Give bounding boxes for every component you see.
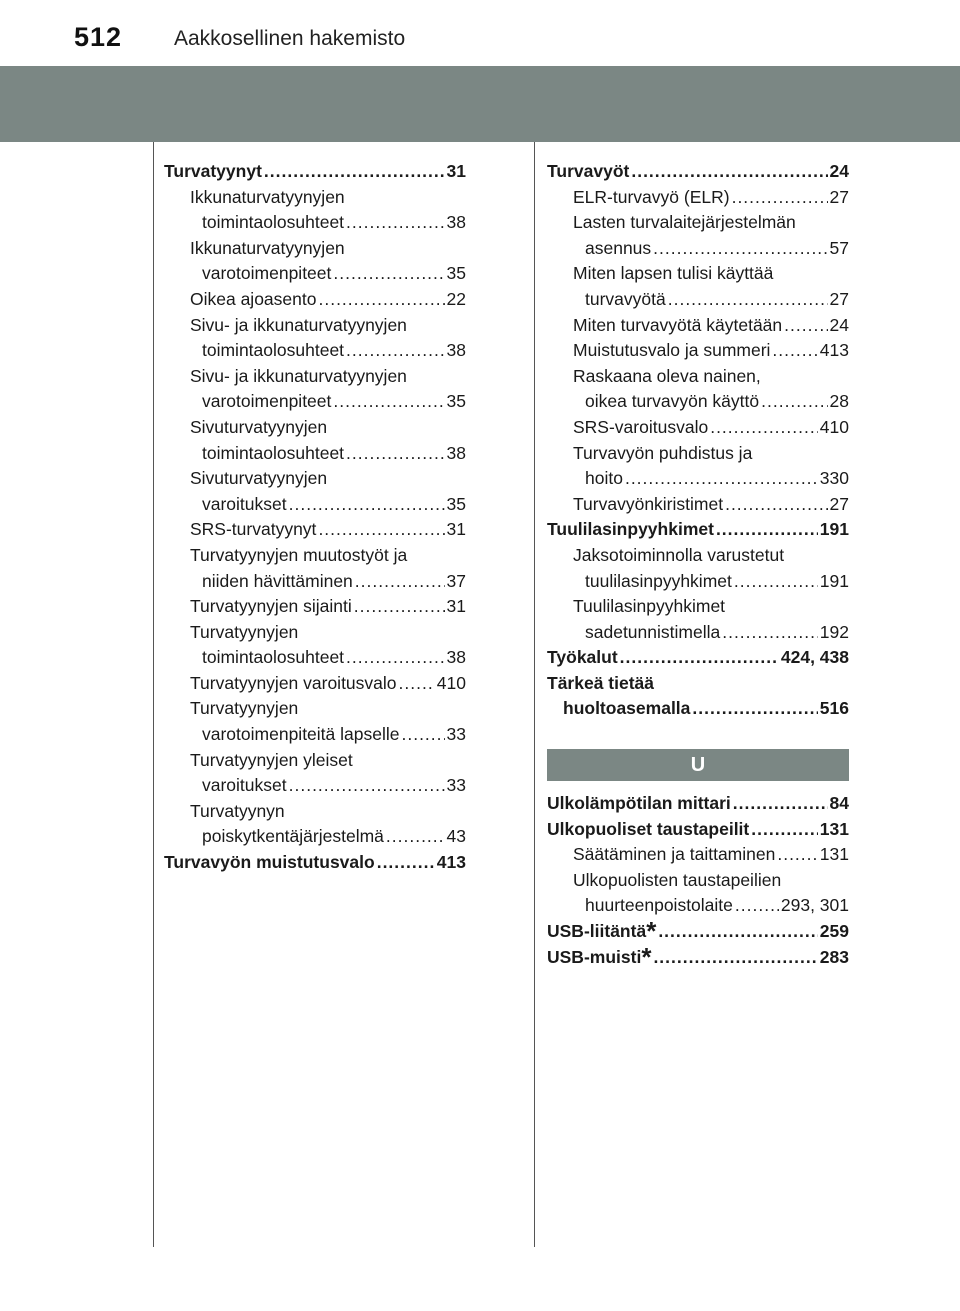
index-subentry bbox=[547, 893, 849, 919]
entry-term: huoltoasemalla bbox=[563, 698, 691, 719]
dot-leader bbox=[377, 850, 435, 876]
entry-term: Turvatyynyjen yleiset bbox=[190, 749, 353, 770]
page-reference[interactable]: 192 bbox=[819, 621, 849, 642]
dot-leader bbox=[735, 893, 779, 919]
index-subentry bbox=[164, 185, 466, 211]
entry-term: asennus bbox=[585, 237, 652, 258]
index-subentry bbox=[547, 594, 849, 620]
index-subentry bbox=[164, 569, 466, 595]
dot-leader bbox=[751, 817, 818, 843]
page-reference[interactable]: 27 bbox=[829, 288, 849, 309]
entry-term: turvavyötä bbox=[585, 288, 666, 309]
page-reference[interactable]: 84 bbox=[829, 793, 849, 814]
entry-term: ELR-turvavyö (ELR) bbox=[573, 186, 730, 207]
dot-leader bbox=[346, 338, 444, 364]
page-reference[interactable]: 330 bbox=[819, 468, 849, 489]
page-reference[interactable]: 27 bbox=[829, 493, 849, 514]
page-reference[interactable]: 293, 301 bbox=[780, 895, 849, 916]
entry-term: varotoimenpiteet bbox=[202, 391, 332, 412]
index-entry bbox=[164, 159, 466, 185]
index-subentry bbox=[164, 799, 466, 825]
page-reference[interactable]: 35 bbox=[446, 263, 466, 284]
index-subentry bbox=[164, 492, 466, 518]
entry-term: Turvatyynyjen bbox=[190, 698, 299, 719]
page-reference[interactable]: 413 bbox=[436, 852, 466, 873]
page-reference[interactable]: 37 bbox=[446, 570, 466, 591]
page-reference[interactable]: 38 bbox=[446, 340, 466, 361]
dot-leader bbox=[318, 517, 444, 543]
index-subentry bbox=[164, 415, 466, 441]
page-reference[interactable]: 38 bbox=[446, 212, 466, 233]
header-band bbox=[0, 66, 960, 142]
index-subentry bbox=[164, 594, 466, 620]
index-subentry bbox=[547, 236, 849, 262]
index-subentry bbox=[547, 543, 849, 569]
index-subentry bbox=[547, 185, 849, 211]
page-reference[interactable]: 38 bbox=[446, 647, 466, 668]
page-reference[interactable]: 131 bbox=[819, 818, 849, 839]
index-subentry bbox=[547, 868, 849, 894]
entry-term: Muistutusvalo ja summeri bbox=[573, 340, 771, 361]
dot-leader bbox=[668, 287, 828, 313]
page-header bbox=[0, 0, 960, 142]
page-reference[interactable]: 27 bbox=[829, 186, 849, 207]
dot-leader bbox=[761, 389, 827, 415]
index-entry bbox=[164, 850, 466, 876]
entry-term: Tärkeä tietää bbox=[547, 672, 655, 693]
index-entry: USB-liitäntä * ..... 259 bbox=[547, 919, 849, 945]
entry-term: SRS-varoitusvalo bbox=[573, 416, 709, 437]
entry-term: Ulkopuolisten taustapeilien bbox=[573, 869, 782, 890]
index-entry bbox=[547, 645, 849, 671]
page-reference[interactable]: 424, 438 bbox=[780, 647, 849, 668]
dot-leader bbox=[710, 415, 818, 441]
page-reference[interactable]: 191 bbox=[819, 570, 849, 591]
dot-leader bbox=[318, 287, 444, 313]
entry-term: Säätäminen ja taittaminen bbox=[573, 844, 776, 865]
index-subentry bbox=[547, 389, 849, 415]
index-subentry bbox=[164, 441, 466, 467]
entry-term: Ulkopuoliset taustapeilit bbox=[547, 818, 750, 839]
entry-term: USB-liitäntä bbox=[547, 921, 647, 942]
index-subentry bbox=[547, 842, 849, 868]
dot-leader bbox=[333, 261, 444, 287]
index-entry: USB-muisti * ..... 283 bbox=[547, 945, 849, 971]
entry-term: Turvatyynyt bbox=[164, 161, 262, 181]
entry-term: Työkalut bbox=[547, 647, 618, 668]
entry-term: Sivuturvatyynyjen bbox=[190, 416, 328, 437]
dot-leader bbox=[733, 791, 828, 817]
entry-term: Turvatyynyjen varoitusvalo bbox=[190, 672, 397, 693]
index-subentry bbox=[547, 287, 849, 313]
index-subentry bbox=[164, 236, 466, 262]
entry-term: hoito bbox=[585, 468, 623, 489]
entry-term: sadetunnistimella bbox=[585, 621, 721, 642]
entry-term: Lasten turvalaitejärjestelmän bbox=[573, 212, 796, 233]
entry-term: Turvavyönkiristimet bbox=[573, 493, 724, 514]
index-subentry bbox=[164, 620, 466, 646]
page-reference[interactable]: 31 bbox=[446, 596, 466, 617]
entry-term: niiden hävittäminen bbox=[202, 570, 353, 591]
page-reference[interactable]: 191 bbox=[819, 519, 849, 540]
column-divider-middle bbox=[534, 142, 535, 1247]
entry-term: varotoimenpiteitä lapselle bbox=[202, 724, 400, 745]
entry-term: USB-muisti bbox=[547, 946, 642, 967]
index-subentry bbox=[164, 338, 466, 364]
entry-term: Sivu- ja ikkunaturvatyynyjen bbox=[190, 314, 407, 335]
index-subentry bbox=[164, 696, 466, 722]
entry-term: Sivuturvatyynyjen bbox=[190, 468, 328, 489]
index-subentry bbox=[164, 517, 466, 543]
entry-term: Raskaana oleva nainen, bbox=[573, 365, 761, 386]
index-subentry bbox=[164, 824, 466, 850]
dot-leader bbox=[716, 517, 818, 543]
page-reference[interactable]: 35 bbox=[446, 493, 466, 514]
entry-term: SRS-turvatyynyt bbox=[190, 519, 317, 540]
entry-term: Turvatyynyn bbox=[190, 800, 285, 821]
page-reference[interactable]: 24 bbox=[829, 314, 849, 335]
index-subentry bbox=[547, 441, 849, 467]
dot-leader bbox=[732, 185, 828, 211]
entry-term: toimintaolosuhteet bbox=[202, 647, 345, 668]
index-subentry bbox=[164, 261, 466, 287]
entry-term: Miten turvavyötä käytetään bbox=[573, 314, 783, 335]
index-subentry bbox=[164, 389, 466, 415]
entry-term: varoitukset bbox=[202, 493, 287, 514]
entry-term: toimintaolosuhteet bbox=[202, 212, 345, 233]
dot-leader bbox=[355, 569, 445, 595]
index-subentry bbox=[164, 722, 466, 748]
entry-term: Tuulilasinpyyhkimet bbox=[573, 596, 726, 617]
index-entry bbox=[547, 791, 849, 817]
page-reference[interactable]: 31 bbox=[446, 519, 466, 540]
index-subentry bbox=[164, 543, 466, 569]
index-subentry bbox=[547, 696, 849, 722]
index-entry bbox=[547, 817, 849, 843]
dot-leader bbox=[399, 671, 435, 697]
dot-leader bbox=[653, 945, 817, 971]
dot-leader bbox=[620, 645, 779, 671]
index-subentry bbox=[164, 313, 466, 339]
entry-term: Oikea ajoasento bbox=[190, 288, 317, 309]
index-subentry bbox=[547, 261, 849, 287]
page-reference[interactable]: 33 bbox=[446, 775, 466, 796]
dot-leader bbox=[772, 338, 817, 364]
entry-term: Sivu- ja ikkunaturvatyynyjen bbox=[190, 365, 407, 386]
page-reference[interactable]: 33 bbox=[446, 724, 466, 745]
index-subentry bbox=[547, 671, 849, 697]
dot-leader bbox=[289, 492, 445, 518]
entry-term: Jaksotoiminnolla varustetut bbox=[573, 544, 785, 565]
index-column-right bbox=[547, 159, 849, 970]
index-subentry bbox=[164, 645, 466, 671]
dot-leader bbox=[692, 696, 817, 722]
index-subentry bbox=[547, 313, 849, 339]
index-column-left bbox=[164, 159, 466, 876]
dot-leader bbox=[725, 492, 827, 518]
entry-term: Tuulilasinpyyhkimet bbox=[547, 519, 714, 540]
dot-leader bbox=[346, 441, 444, 467]
index-subentry bbox=[164, 773, 466, 799]
dot-leader bbox=[631, 159, 827, 185]
page-reference[interactable]: 413 bbox=[819, 340, 849, 361]
page-reference[interactable]: 516 bbox=[819, 698, 849, 719]
index-subentry bbox=[164, 671, 466, 697]
page-reference[interactable]: 38 bbox=[446, 442, 466, 463]
index-subentry bbox=[547, 492, 849, 518]
page-reference[interactable]: 43 bbox=[446, 826, 466, 847]
entry-term: varoitukset bbox=[202, 775, 287, 796]
dot-leader bbox=[722, 620, 818, 646]
entry-term: Turvavyön muistutusvalo bbox=[164, 852, 375, 873]
page-reference[interactable]: 24 bbox=[829, 161, 849, 181]
index-subentry bbox=[547, 415, 849, 441]
index-subentry bbox=[164, 287, 466, 313]
entry-term: tuulilasinpyyhkimet bbox=[585, 570, 732, 591]
entry-term: Turvatyynyjen muutostyöt ja bbox=[190, 544, 408, 565]
entry-term: Ikkunaturvatyynyjen bbox=[190, 186, 345, 207]
page-reference[interactable]: 31 bbox=[446, 161, 466, 181]
index-subentry bbox=[547, 620, 849, 646]
index-subentry bbox=[164, 364, 466, 390]
index-entry bbox=[547, 159, 849, 185]
dot-leader bbox=[658, 919, 817, 945]
page-reference[interactable]: 410 bbox=[819, 416, 849, 437]
index-entry bbox=[547, 517, 849, 543]
entry-term: Ikkunaturvatyynyjen bbox=[190, 237, 345, 258]
entry-term: Ulkolämpötilan mittari bbox=[547, 793, 731, 814]
dot-leader bbox=[346, 210, 444, 236]
entry-term: Turvavyöt bbox=[547, 161, 630, 181]
index-subentry bbox=[164, 748, 466, 774]
dot-leader bbox=[333, 389, 444, 415]
entry-term: toimintaolosuhteet bbox=[202, 340, 345, 361]
entry-term: toimintaolosuhteet bbox=[202, 442, 345, 463]
dot-leader bbox=[653, 236, 827, 262]
page-reference[interactable]: 28 bbox=[829, 391, 849, 412]
page-reference[interactable]: 410 bbox=[436, 672, 466, 693]
entry-term: Turvavyön puhdistus ja bbox=[573, 442, 753, 463]
index-subentry bbox=[547, 466, 849, 492]
index-subentry bbox=[547, 210, 849, 236]
dot-leader bbox=[289, 773, 445, 799]
page-title: Aakkosellinen hakemisto bbox=[174, 27, 406, 50]
page-reference[interactable]: 131 bbox=[819, 844, 849, 865]
entry-term: Miten lapsen tulisi käyttää bbox=[573, 263, 774, 284]
index-subentry bbox=[547, 338, 849, 364]
dot-leader bbox=[784, 313, 827, 339]
entry-term: poiskytkentäjärjestelmä bbox=[202, 826, 384, 847]
column-divider-left bbox=[153, 142, 154, 1247]
dot-leader bbox=[386, 824, 445, 850]
entry-term: Turvatyynyjen sijainti bbox=[190, 596, 352, 617]
dot-leader bbox=[354, 594, 445, 620]
entry-term: varotoimenpiteet bbox=[202, 263, 332, 284]
dot-leader bbox=[777, 842, 817, 868]
page-number: 512 bbox=[74, 22, 123, 52]
entry-term: Turvatyynyjen bbox=[190, 621, 299, 642]
page-reference[interactable]: 283 bbox=[819, 946, 849, 967]
index-subentry bbox=[164, 466, 466, 492]
page-reference[interactable]: 57 bbox=[829, 237, 849, 258]
index-subentry bbox=[164, 210, 466, 236]
entry-term: oikea turvavyön käyttö bbox=[585, 391, 760, 412]
page-reference[interactable]: 35 bbox=[446, 391, 466, 412]
dot-leader bbox=[346, 645, 444, 671]
entry-term: huurteenpoistolaite bbox=[585, 895, 733, 916]
dot-leader bbox=[734, 569, 818, 595]
index-subentry bbox=[547, 364, 849, 390]
dot-leader bbox=[401, 722, 444, 748]
dot-leader bbox=[625, 466, 818, 492]
page-reference[interactable]: 259 bbox=[819, 921, 849, 942]
page-reference[interactable]: 22 bbox=[446, 288, 466, 309]
section-letter-heading: U bbox=[547, 749, 849, 781]
index-subentry bbox=[547, 569, 849, 595]
dot-leader bbox=[264, 159, 445, 185]
